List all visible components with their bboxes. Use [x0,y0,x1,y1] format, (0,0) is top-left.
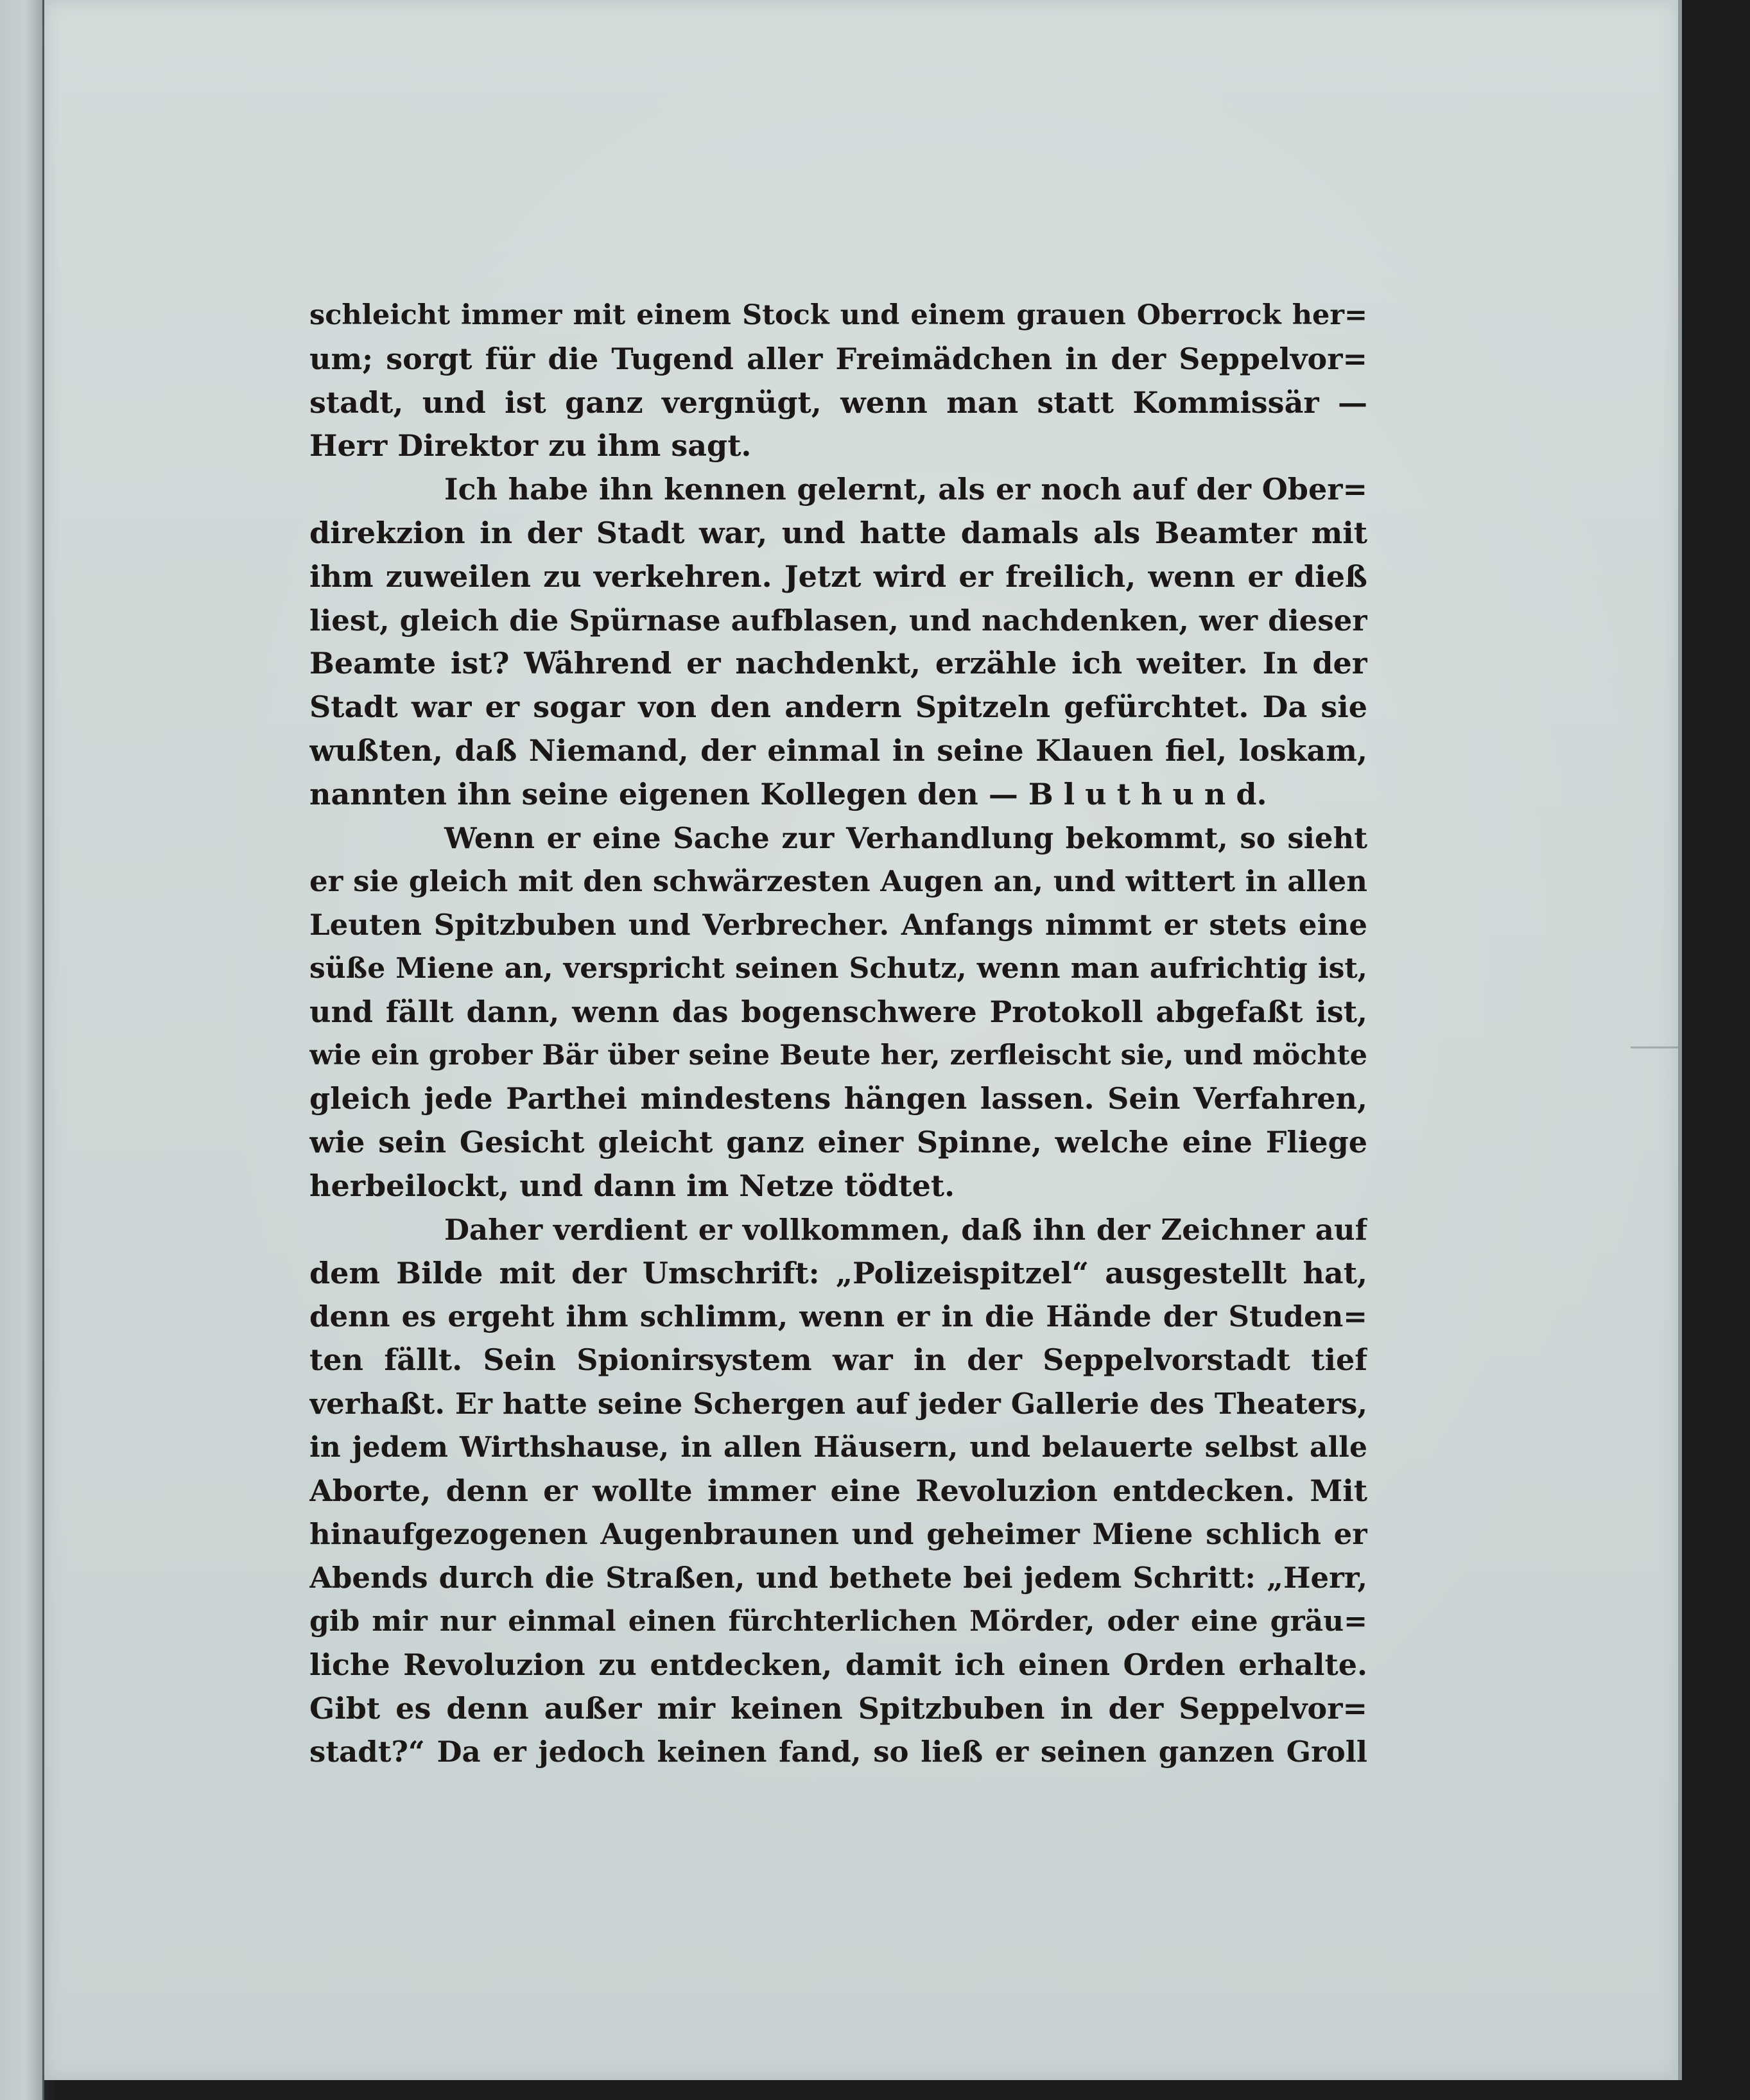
text-line: Wenn er eine Sache zur Verhandlung bekommt, so sieht [444,820,1367,855]
text-line: liest, gleich die Spürnase aufblasen, und nachdenken, wer dieser [309,603,1367,638]
text-line: süße Miene an, verspricht seinen Schutz, wenn man aufrichtig ist, [309,951,1367,985]
text-line: liche Revoluzion zu entdecken, damit ich einen Orden erhalte. [309,1647,1367,1682]
text-line: gleich jede Parthei mindestens hängen lassen. Sein Verfahren, [309,1081,1367,1116]
text-line: er sie gleich mit den schwärzesten Augen an, und wittert in allen [309,864,1367,899]
text-line: in jedem Wirthshause, in allen Häusern, und belauerte selbst alle [309,1430,1367,1464]
text-line: ihm zuweilen zu verkehren. Jetzt wird er freilich, wenn er dieß [309,559,1367,594]
text-line: nannten ihn seine eigenen Kollegen den — B l u t h u n d. [309,776,1267,811]
adjacent-page-edge [0,0,44,2100]
text-line: Abends durch die Straßen, und bethete bei jedem Schritt: „Herr, [309,1561,1367,1595]
text-line: Ich habe ihn kennen gelernt, als er noch auf der Ober= [444,472,1367,507]
text-line: Aborte, denn er wollte immer eine Revoluzion entdecken. Mit [309,1473,1367,1508]
page-fold-mark [1631,1046,1678,1048]
text-line: Beamte ist? Während er nachdenkt, erzähle ich weiter. In der [309,646,1367,681]
text-line: stadt, und ist ganz vergnügt, wenn man statt Kommissär — [309,385,1367,420]
text-line: um; sorgt für die Tugend aller Freimädchen in der Seppelvor= [309,341,1367,376]
text-line: Leuten Spitzbuben und Verbrecher. Anfangs nimmt er stets eine [309,908,1367,942]
text-line: denn es ergeht ihm schlimm, wenn er in die Hände der Studen= [309,1299,1367,1334]
text-line: hinaufgezogenen Augenbraunen und geheimer Miene schlich er [309,1517,1367,1552]
page-right-edge [1678,0,1682,2080]
text-line: Daher verdient er vollkommen, daß ihn der Zeichner auf [444,1212,1367,1247]
text-line: wie ein grober Bär über seine Beute her, zerfleischt sie, und möchte [309,1039,1367,1072]
text-line: wie sein Gesicht gleicht ganz einer Spinne, welche eine Fliege [309,1125,1367,1160]
body-text [309,294,1367,1774]
text-line: stadt?“ Da er jedoch keinen fand, so ließ er seinen ganzen Groll [309,1735,1367,1769]
text-line: direkzion in der Stadt war, und hatte damals als Beamter mit [309,515,1367,550]
text-line: schleicht immer mit einem Stock und einem grauen Oberrock her= [309,299,1367,331]
text-line: Gibt es denn außer mir keinen Spitzbuben in der Seppelvor= [309,1690,1367,1726]
text-line: und fällt dann, wenn das bogenschwere Protokoll abgefaßt ist, [309,994,1367,1029]
text-line: Herr Direktor zu ihm sagt. [309,428,752,464]
text-line: wußten, daß Niemand, der einmal in seine Klauen fiel, loskam, [309,733,1367,768]
text-line: verhaßt. Er hatte seine Schergen auf jeder Gallerie des Theaters, [309,1386,1367,1421]
text-line: ten fällt. Sein Spionirsystem war in der Seppelvorstadt tief [309,1342,1367,1378]
text-line: Stadt war er sogar von den andern Spitzeln gefürchtet. Da sie [309,690,1367,725]
text-line: gib mir nur einmal einen fürchterlichen Mörder, oder eine gräu= [309,1604,1367,1638]
text-line: herbeilockt, und dann im Netze tödtet. [309,1168,955,1203]
text-line: dem Bilde mit der Umschrift: „Polizeispitzel“ ausgestellt hat, [309,1255,1367,1290]
